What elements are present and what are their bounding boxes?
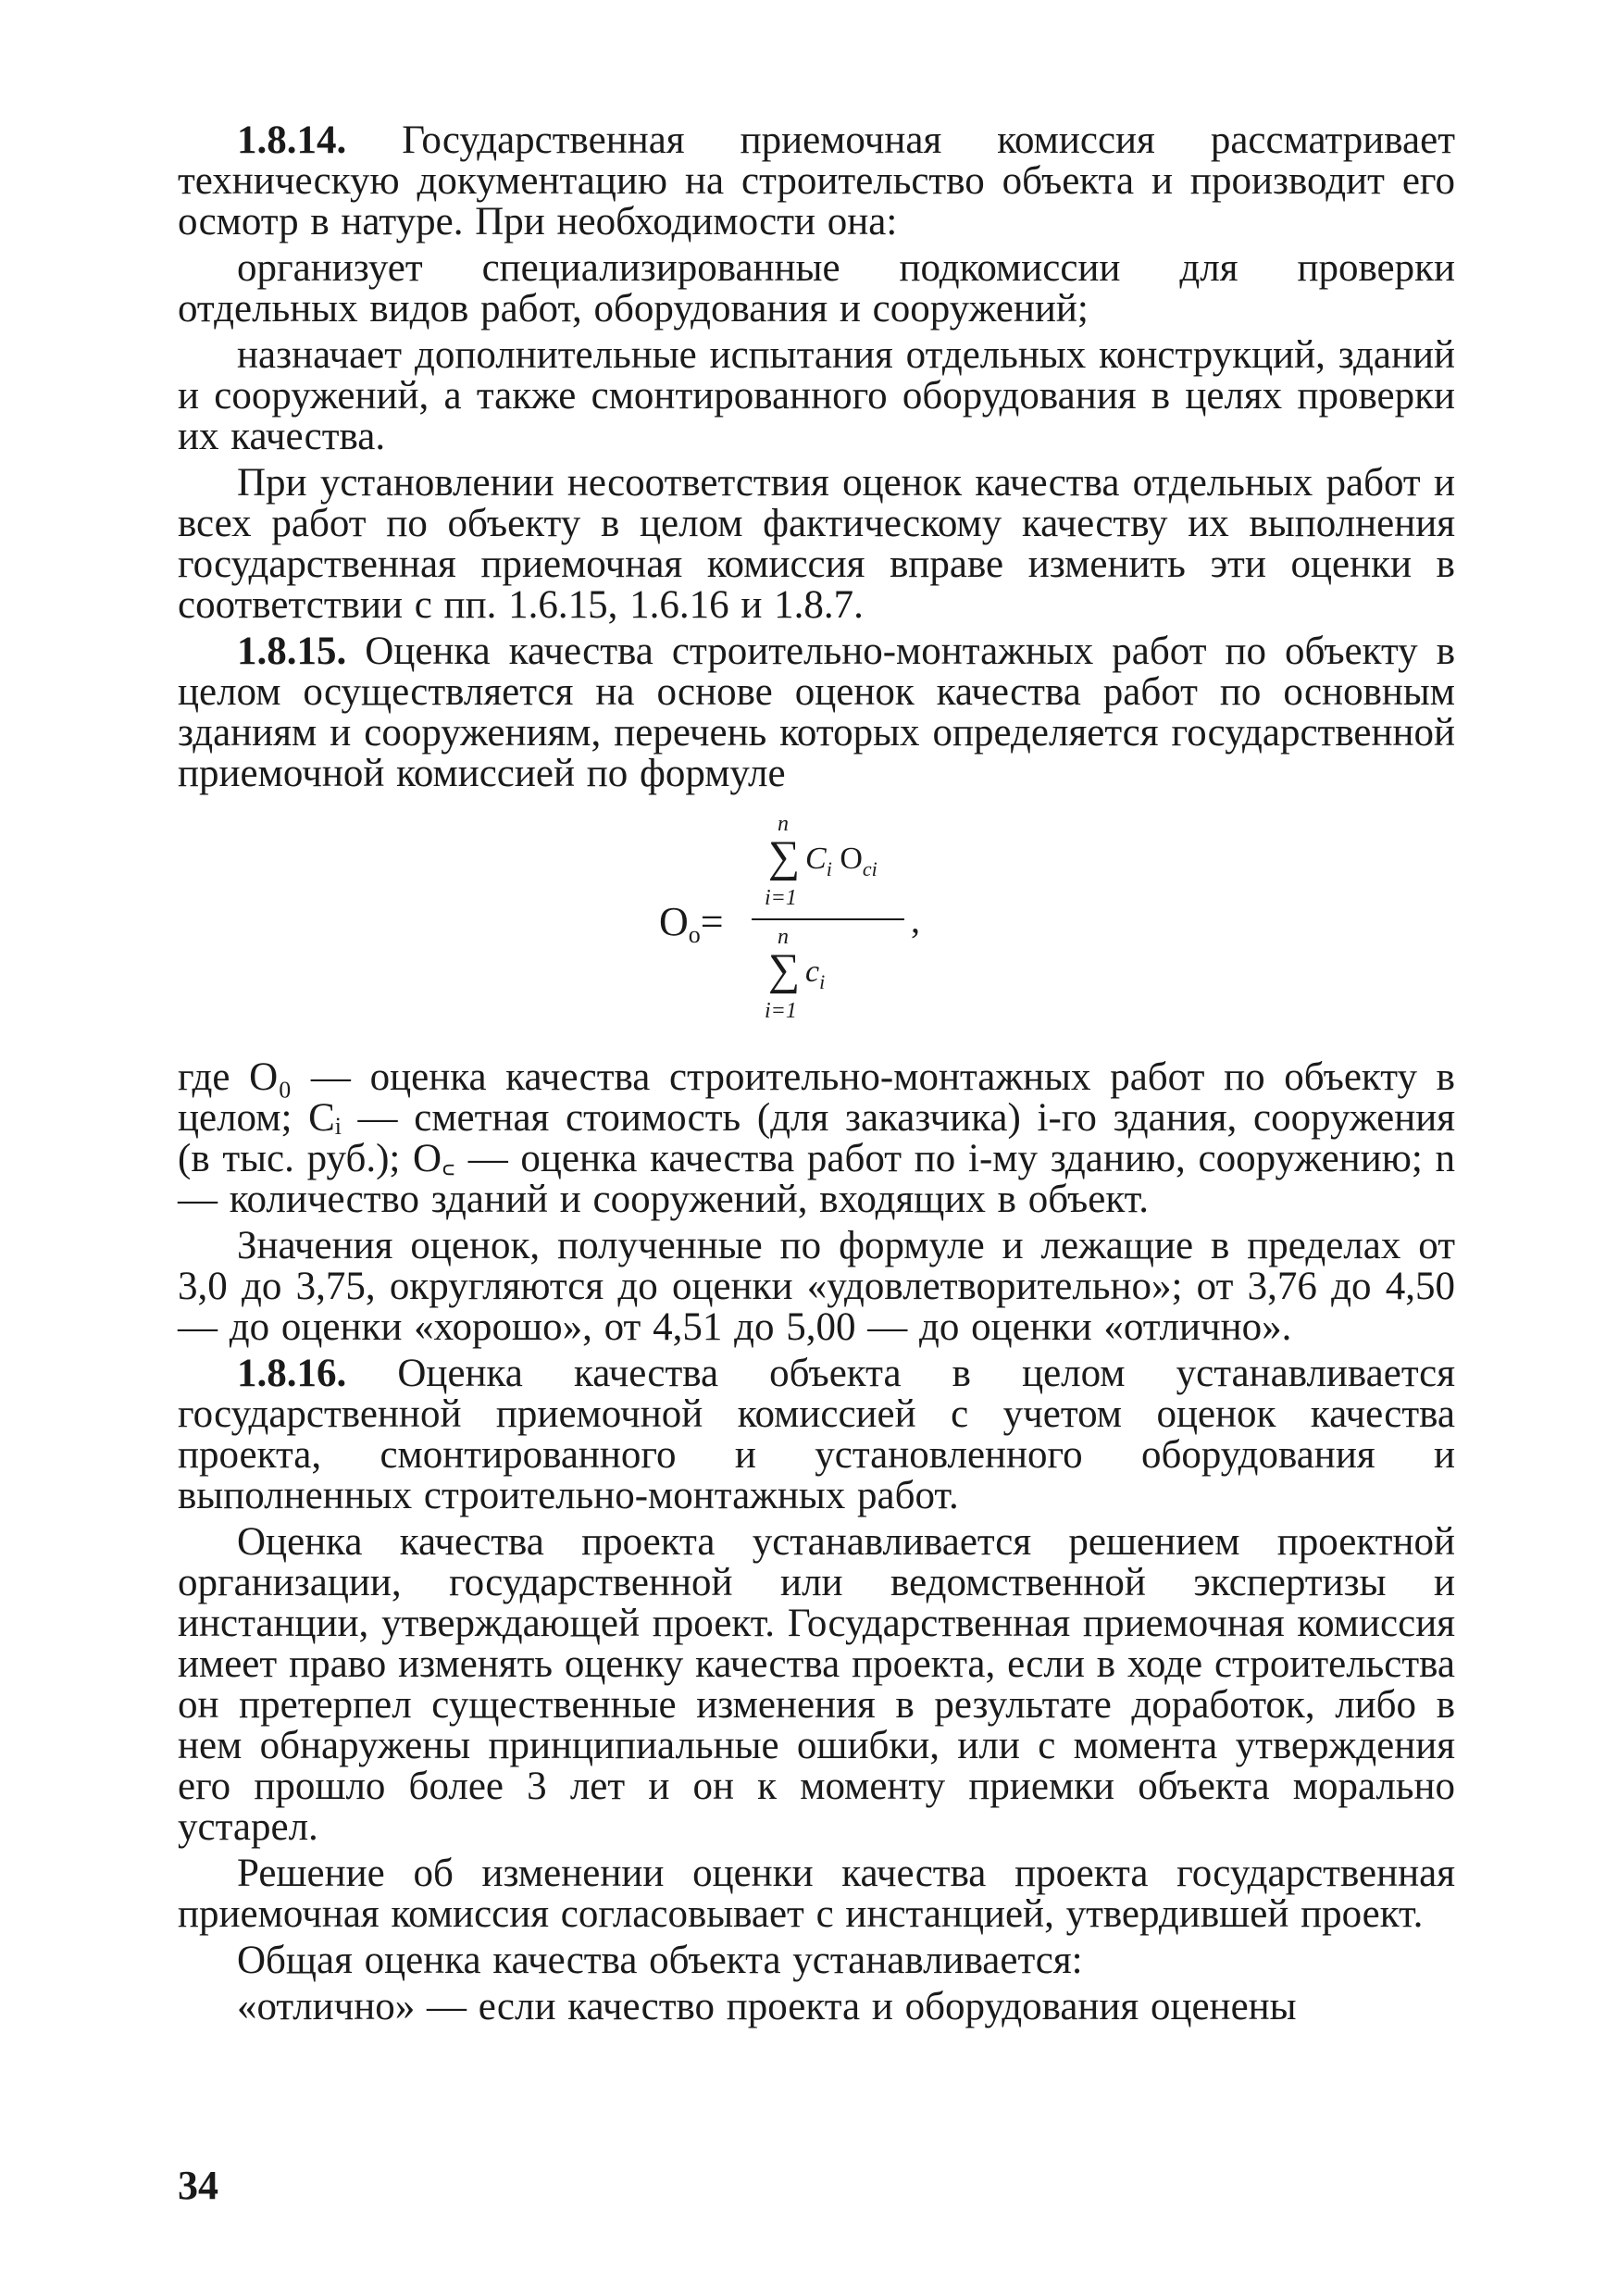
numerator-upper-limit: n — [778, 812, 789, 836]
paragraph-text: где O₀ — оценка качества строительно-монтажных работ по объекту в целом; Cᵢ — сметная стоимость (для заказчика) i-го здания, сооружения (в тыс. руб.); O꜀ — оценка качества работ по i-му зданию, сооружению; n — количество зданий и сооружений, входящих в объект. — [178, 1055, 1455, 1221]
paragraph-text: Решение об изменении оценки качества проекта государственная приемочная комиссия согласовывает с инстанцией, утвердившей проект. — [178, 1852, 1455, 1936]
denominator-term: $c_i$ — [805, 955, 826, 993]
paragraph-excellent — [178, 1987, 1455, 2028]
paragraph-text: Оценка качества объекта в целом устанавливается государственной приемочной комиссией с учетом оценок качества проекта, смонтированного и установленного оборудования и выполненных строительно-монтажных работ. — [178, 1352, 1456, 1517]
paragraph-decision — [178, 1853, 1455, 1935]
denominator-sigma: ∑ — [768, 945, 801, 994]
paragraph-1-8-15 — [178, 631, 1455, 794]
fraction-bar — [752, 918, 904, 920]
formula-lhs: $O_o=$ — [659, 899, 724, 948]
paragraph-subcommissions — [178, 248, 1455, 330]
quality-formula — [178, 807, 1455, 1039]
paragraph-mismatch — [178, 463, 1455, 626]
paragraph-text: Оценка качества проекта устанавливается решением проектной организации, государственной или ведомственной экспертизы и инстанции, утверждающей проект. Государственная приемочная комиссия имеет право изменять оценку качества проекта, если в ходе строительства он претерпел существенные изменения в результате доработок, либо в нем обнаружены принципиальные ошибки, или с момента утверждения его прошло более 3 лет и он к моменту приемки объекта морально устарел. — [178, 1520, 1455, 1849]
paragraph-1-8-16 — [178, 1354, 1455, 1516]
paragraph-text: назначает дополнительные испытания отдельных конструкций, зданий и сооружений, а также смонтированного оборудования в целях проверки их качества. — [178, 333, 1455, 458]
clause-number: 1.8.15. — [237, 630, 347, 673]
paragraph-text: При установлении несоответствия оценок качества отдельных работ и всех работ по объекту в целом фактическому качеству их выполнения государственная приемочная комиссия вправе изменить эти оценки в соответствии с пп. 1.6.15, 1.6.16 и 1.8.7. — [178, 461, 1455, 627]
paragraph-1-8-14 — [178, 120, 1455, 243]
paragraph-text: «отлично» — если качество проекта и оборудования оценены — [237, 1985, 1297, 2028]
paragraph-rounding — [178, 1226, 1455, 1348]
document-page — [178, 120, 1455, 2194]
numerator-lower-limit: i=1 — [765, 886, 797, 910]
numerator-term: $C_i$ $O_{ci}$ — [805, 842, 877, 880]
paragraph-text: Государственная приемочная комиссия рассматривает техническую документацию на строительство объекта и производит его осмотр в натуре. При необходимости она: — [178, 119, 1456, 243]
paragraph-text: Значения оценок, полученные по формуле и лежащие в пределах от 3,0 до 3,75, округляются до оценки «удовлетворительно»; от 3,76 до 4,50 — до оценки «хорошо», от 4,51 до 5,00 — до оценки «отлично». — [178, 1224, 1455, 1349]
paragraph-text: Оценка качества строительно-монтажных работ по объекту в целом осуществляется на основе оценок качества работ по основным зданиям и сооружениям, перечень которых определяется государственной приемочной комиссией по формуле — [178, 630, 1455, 795]
numerator-sigma: ∑ — [768, 832, 801, 881]
paragraph-additional-tests — [178, 335, 1455, 457]
denominator-upper-limit: n — [778, 925, 789, 949]
paragraph-project-quality — [178, 1522, 1455, 1848]
paragraph-text: Общая оценка качества объекта устанавливается: — [237, 1939, 1083, 1982]
denominator-lower-limit: i=1 — [765, 999, 797, 1023]
formula-comma: , — [911, 899, 920, 941]
clause-number: 1.8.14. — [237, 119, 347, 162]
formula-fraction — [752, 807, 965, 1039]
paragraph-text: организует специализированные подкомиссии для проверки отдельных видов работ, оборудования и сооружений; — [178, 246, 1455, 331]
paragraph-where — [178, 1057, 1455, 1220]
clause-number: 1.8.16. — [237, 1352, 347, 1395]
paragraph-overall-quality — [178, 1940, 1455, 1981]
page-number: 34 — [178, 2163, 218, 2208]
